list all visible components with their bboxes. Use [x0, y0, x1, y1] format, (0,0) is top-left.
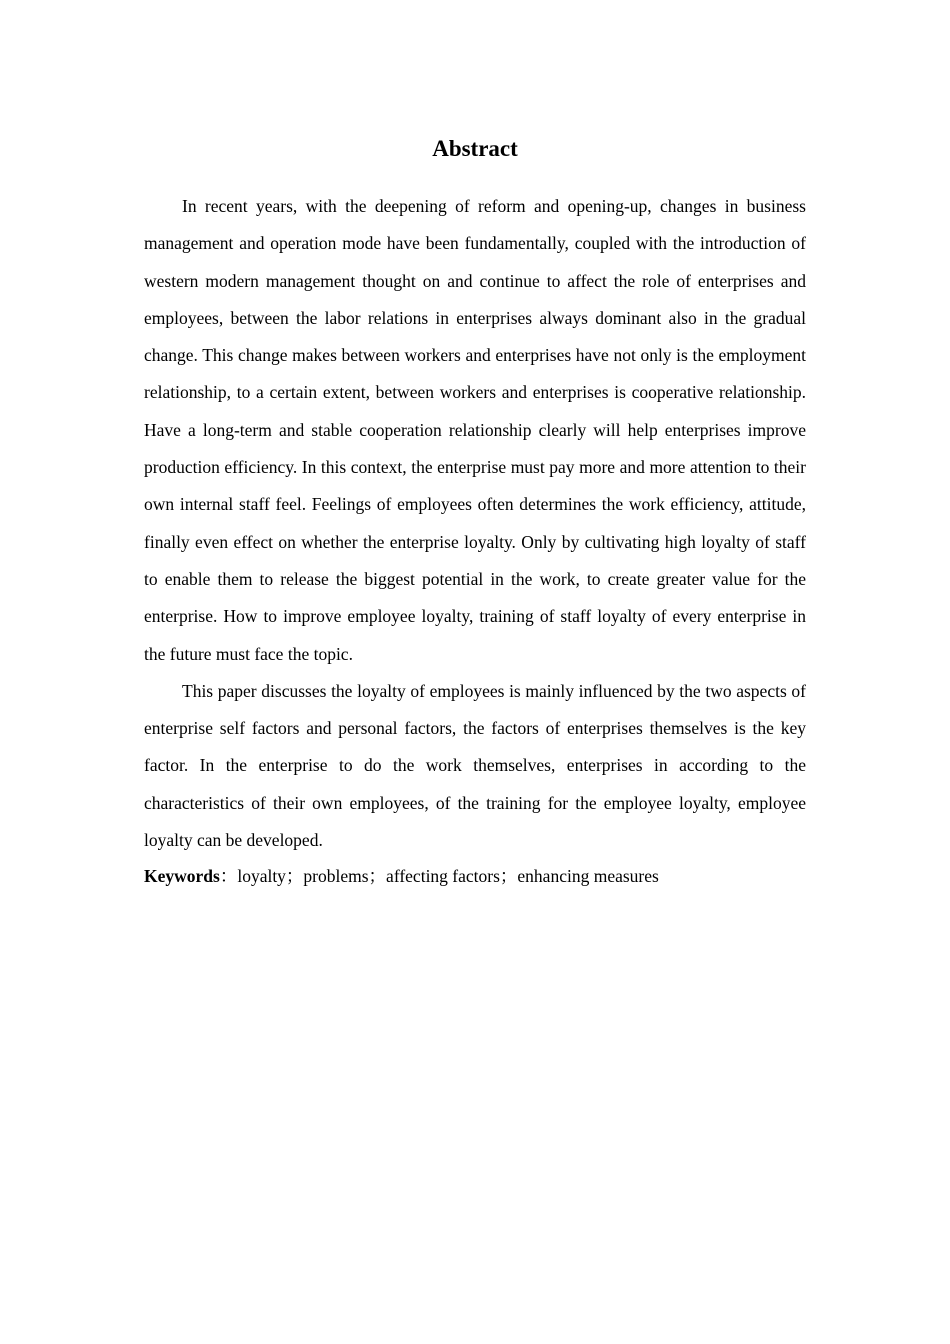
abstract-paragraph-2: This paper discusses the loyalty of employees is mainly influenced by the two aspects of enterprise self factors and personal factors, the factors of enterprises themselves is the key factor. In the enterprise to do the work themselves, enterprises in according to the characteristics of their own employees, of the training for the employee loyalty, employee loyalty can be developed.: [144, 680, 806, 851]
abstract-title: Abstract: [432, 136, 518, 161]
keywords-list: loyalty；problems；affecting factors；enhancing measures: [237, 866, 659, 887]
keywords-line: [144, 859, 806, 894]
abstract-paragraph-1: In recent years, with the deepening of reform and opening-up, changes in business management and operation mode have been fundamentally, coupled with the introduction of western modern management thought on and continue to affect the role of enterprises and employees, between the labor relations in enterprises always dominant also in the gradual change. This change makes between workers and enterprises have not only is the employment relationship, to a certain extent, between workers and enterprises is cooperative relationship. Have a long-term and stable cooperation relationship clearly will help enterprises improve production efficiency. In this context, the enterprise must pay more and more attention to their own internal staff feel. Feelings of employees often determines the work efficiency, attitude, finally even effect on whether the enterprise loyalty. Only by cultivating high loyalty of staff to enable them to release the biggest potential in the work, to create greater value for the enterprise. How to improve employee loyalty, training of staff loyalty of every enterprise in the future must face the topic.: [144, 196, 806, 664]
keywords-separator: ：: [219, 866, 238, 887]
abstract-body: [144, 188, 806, 894]
keywords-label: Keywords: [144, 866, 220, 887]
